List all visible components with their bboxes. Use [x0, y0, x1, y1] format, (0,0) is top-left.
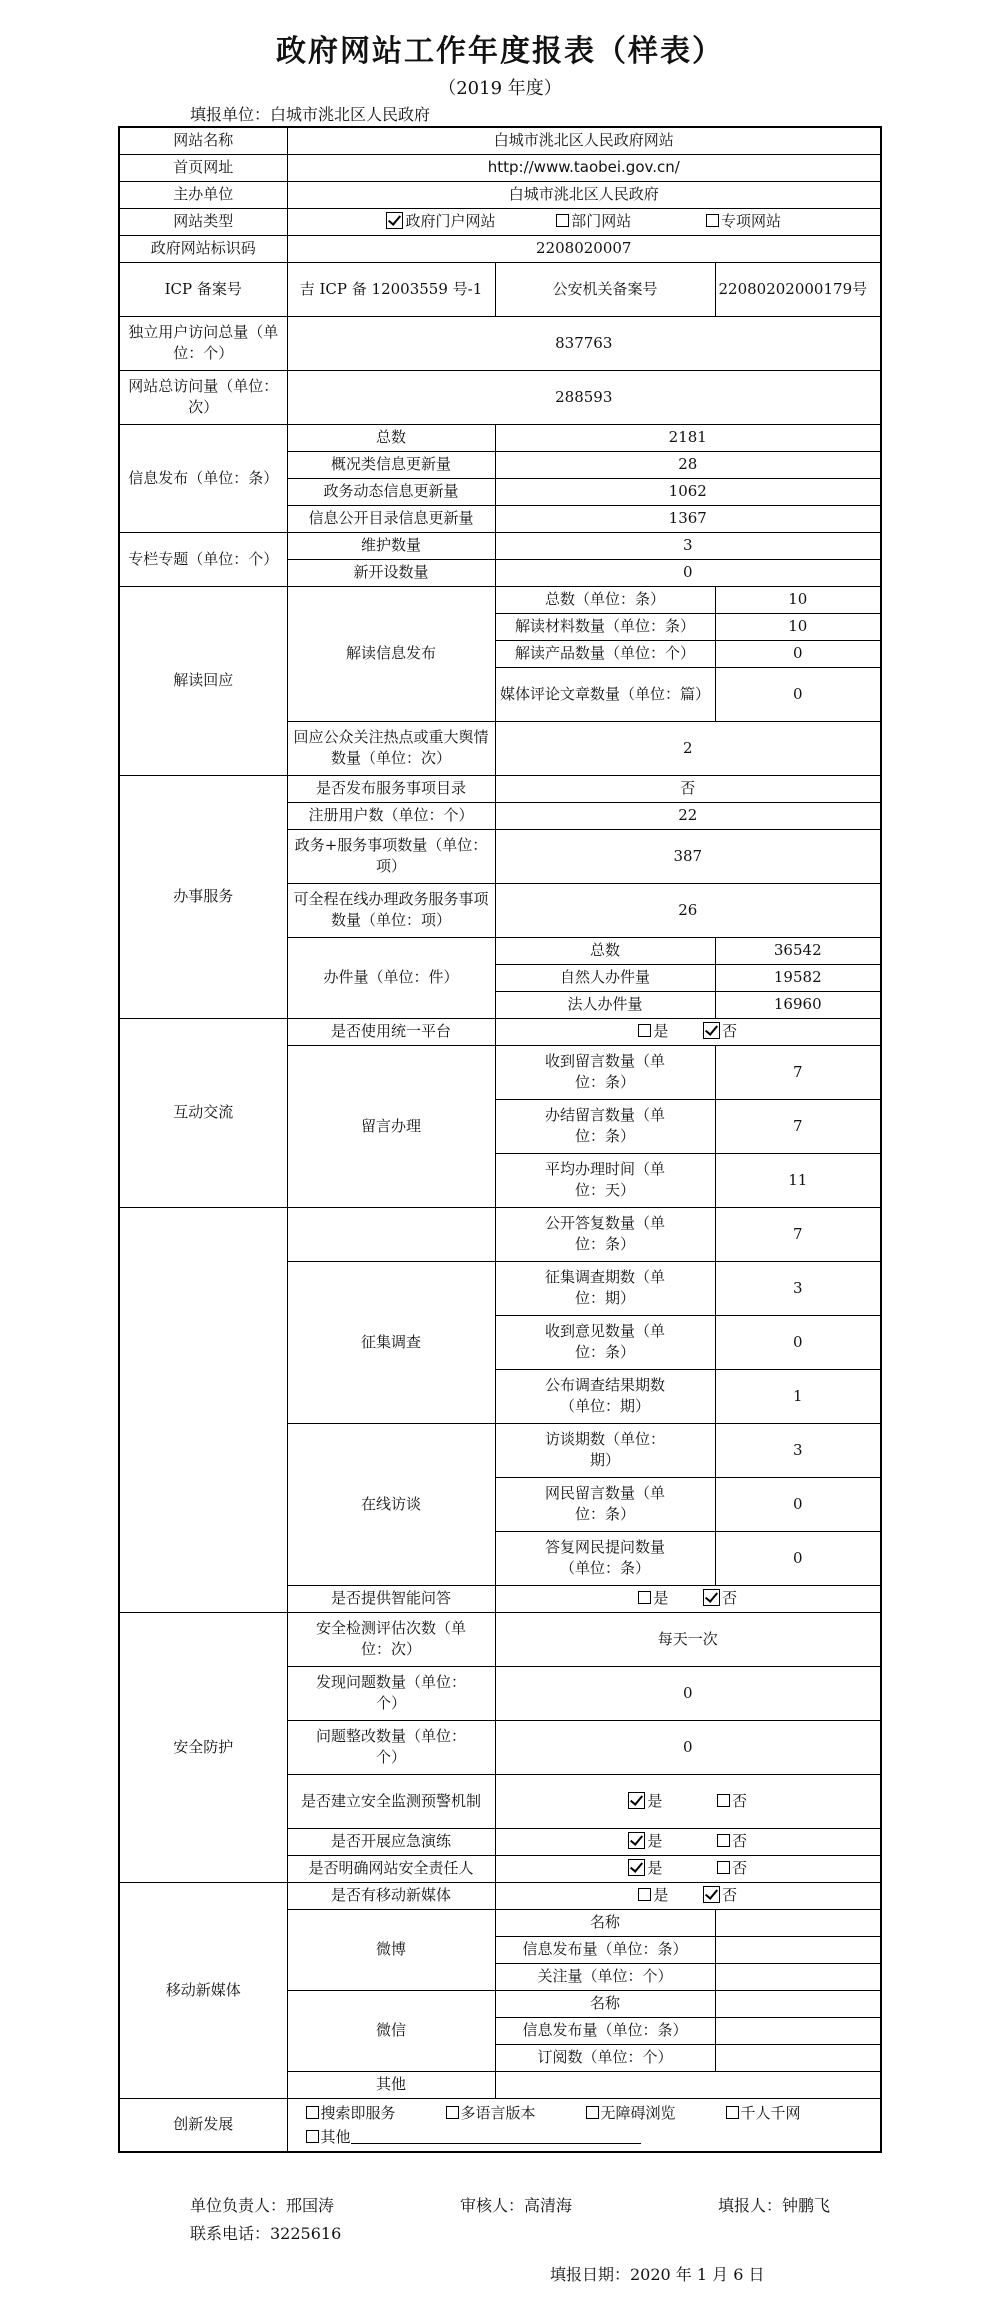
checkbox-icon — [717, 1834, 730, 1847]
media-other-label: 其他 — [287, 2071, 495, 2098]
security-resp-label: 是否明确网站安全责任人 — [287, 1855, 495, 1882]
footer-phone: 联系电话：3225616 — [190, 2224, 342, 2243]
innovation-options — [287, 2098, 881, 2152]
service-section-label: 办事服务 — [119, 775, 287, 1018]
footer-filler: 填报人：钟鹏飞 — [718, 2196, 831, 2215]
home-url-value: http://www.taobei.gov.cn/ — [287, 154, 881, 181]
checked-checkbox-icon — [386, 212, 403, 229]
row-icp — [119, 262, 881, 316]
interact-msg-row-value: 11 — [715, 1153, 881, 1207]
footer-leader: 单位负责人：邢国涛 — [190, 2196, 335, 2215]
interpret-row-label: 解读产品数量（单位：个） — [495, 640, 715, 667]
checkbox-icon — [717, 1794, 730, 1807]
interpret-section-label: 解读回应 — [119, 586, 287, 775]
service-catalog-value: 否 — [495, 775, 881, 802]
checked-checkbox-icon — [703, 1886, 720, 1903]
icp-value: 吉 ICP 备 12003559 号-1 — [287, 262, 495, 316]
sponsor-label: 主办单位 — [119, 181, 287, 208]
uv-value: 837763 — [287, 316, 881, 370]
checked-checkbox-icon — [628, 1859, 645, 1876]
type-option-department[interactable]: 部门网站 — [556, 211, 631, 232]
interact-survey-row-value: 1 — [715, 1369, 881, 1423]
interact-talk-row-value: 3 — [715, 1423, 881, 1477]
security-warn-options — [495, 1774, 881, 1828]
topic-row-value: 3 — [495, 532, 881, 559]
resp-option-yes[interactable]: 是 — [628, 1858, 662, 1879]
interact-talk-label: 在线访谈 — [287, 1423, 495, 1585]
interact-survey-label: 征集调查 — [287, 1261, 495, 1423]
resp-option-no[interactable]: 否 — [717, 1858, 747, 1879]
home-url-label: 首页网址 — [119, 154, 287, 181]
security-eval-row — [119, 1612, 881, 1666]
interact-section-continued — [119, 1207, 287, 1612]
interact-platform-options — [495, 1018, 881, 1045]
row-pv — [119, 370, 881, 424]
row-site-name — [119, 127, 881, 154]
interpret-hot-value: 2 — [495, 721, 881, 775]
info-row-value: 28 — [495, 451, 881, 478]
checkbox-icon — [306, 2130, 319, 2143]
topic-section-label: 专栏专题（单位：个） — [119, 532, 287, 586]
service-volume-row-value: 16960 — [715, 991, 881, 1018]
topic-row-label: 维护数量 — [287, 532, 495, 559]
interact-msg-row — [119, 1207, 881, 1261]
innovation-section-label: 创新发展 — [119, 2098, 287, 2152]
security-found-label: 发现问题数量（单位：个） — [287, 1666, 495, 1720]
checkbox-icon — [586, 2106, 599, 2119]
wechat-name-label: 名称 — [495, 1990, 715, 2017]
service-online-label: 可全程在线办理政务服务事项数量（单位：项） — [287, 883, 495, 937]
media-has-row — [119, 1882, 881, 1909]
security-drill-label: 是否开展应急演练 — [287, 1828, 495, 1855]
report-table — [118, 126, 882, 2153]
interact-msg-row-label: 办结留言数量（单位：条） — [495, 1099, 715, 1153]
info-row-value: 1367 — [495, 505, 881, 532]
media-section-label: 移动新媒体 — [119, 1882, 287, 2098]
interact-survey-row-label: 公布调查结果期数（单位：期） — [495, 1369, 715, 1423]
warn-option-no[interactable]: 否 — [717, 1791, 747, 1812]
pv-value: 288593 — [287, 370, 881, 424]
service-users-label: 注册用户数（单位：个） — [287, 802, 495, 829]
security-eval-label: 安全检测评估次数（单位：次） — [287, 1612, 495, 1666]
row-site-type — [119, 208, 881, 235]
checkbox-icon — [306, 2106, 319, 2119]
page-title: 政府网站工作年度报表（样表） — [276, 34, 724, 69]
interpret-row-value: 10 — [715, 613, 881, 640]
info-row-total — [119, 424, 881, 451]
platform-option-yes[interactable]: 是 — [638, 1021, 668, 1042]
checked-checkbox-icon — [628, 1792, 645, 1809]
weibo-follow-value[interactable] — [715, 1963, 881, 1990]
checkbox-icon — [706, 214, 719, 227]
interact-msg-row-value: 7 — [715, 1099, 881, 1153]
weibo-post-label: 信息发布量（单位：条） — [495, 1936, 715, 1963]
footer-date: 填报日期：2020 年 1 月 6 日 — [550, 2265, 765, 2284]
site-id-value: 2208020007 — [287, 235, 881, 262]
topic-row-label: 新开设数量 — [287, 559, 495, 586]
interact-msg-label: 留言办理 — [287, 1045, 495, 1207]
checkbox-icon — [726, 2106, 739, 2119]
service-volume-row-label: 总数 — [495, 937, 715, 964]
interpret-row-value: 10 — [715, 586, 881, 613]
innovation-option-personal[interactable]: 千人千网 — [726, 2101, 801, 2125]
service-catalog-row — [119, 775, 881, 802]
reporting-unit: 填报单位：白城市洮北区人民政府 — [190, 105, 431, 124]
innovation-row — [119, 2098, 881, 2152]
service-online-value: 26 — [495, 883, 881, 937]
interact-section-label: 互动交流 — [119, 1018, 287, 1207]
media-has-label: 是否有移动新媒体 — [287, 1882, 495, 1909]
info-row-label: 政务动态信息更新量 — [287, 478, 495, 505]
warn-option-yes[interactable]: 是 — [628, 1791, 662, 1812]
weibo-label: 微博 — [287, 1909, 495, 1990]
interact-talk-row-label: 访谈期数（单位：期） — [495, 1423, 715, 1477]
site-type-options — [287, 208, 881, 235]
service-catalog-label: 是否发布服务事项目录 — [287, 775, 495, 802]
row-uv — [119, 316, 881, 370]
smart-option-yes[interactable]: 是 — [638, 1588, 668, 1609]
site-type-label: 网站类型 — [119, 208, 287, 235]
service-items-label: 政务+服务事项数量（单位：项） — [287, 829, 495, 883]
interact-platform-label: 是否使用统一平台 — [287, 1018, 495, 1045]
police-value: 22080202000179号 — [715, 262, 881, 316]
interact-talk-row-label: 网民留言数量（单位：条） — [495, 1477, 715, 1531]
media-has-options — [495, 1882, 881, 1909]
site-name-label: 网站名称 — [119, 127, 287, 154]
security-resp-options — [495, 1855, 881, 1882]
checked-checkbox-icon — [703, 1589, 720, 1606]
interact-talk-row-label: 答复网民提问数量（单位：条） — [495, 1531, 715, 1585]
innovation-option-search[interactable]: 搜索即服务 — [306, 2101, 396, 2125]
topic-row-value: 0 — [495, 559, 881, 586]
interpret-row-label: 总数（单位：条） — [495, 586, 715, 613]
wechat-name-value[interactable] — [715, 1990, 881, 2017]
interact-survey-row-label: 征集调查期数（单位：期） — [495, 1261, 715, 1315]
row-site-id — [119, 235, 881, 262]
checkbox-icon — [556, 214, 569, 227]
info-row-label: 总数 — [287, 424, 495, 451]
interact-smart-label: 是否提供智能问答 — [287, 1585, 495, 1612]
uv-label: 独立用户访问总量（单位：个） — [119, 316, 287, 370]
checked-checkbox-icon — [703, 1022, 720, 1039]
info-section-label: 信息发布（单位：条） — [119, 424, 287, 532]
wechat-sub-label: 订阅数（单位：个） — [495, 2044, 715, 2071]
service-volume-row-value: 19582 — [715, 964, 881, 991]
weibo-post-value[interactable] — [715, 1936, 881, 1963]
service-items-value: 387 — [495, 829, 881, 883]
site-name-value: 白城市洮北区人民政府网站 — [287, 127, 881, 154]
interpret-row-label: 媒体评论文章数量（单位：篇） — [495, 667, 715, 721]
weibo-name-value[interactable] — [715, 1909, 881, 1936]
checkbox-icon — [717, 1861, 730, 1874]
interact-msg-row-label: 收到留言数量（单位：条） — [495, 1045, 715, 1099]
interact-survey-row-value: 3 — [715, 1261, 881, 1315]
interact-msg-row-value: 7 — [715, 1207, 881, 1261]
info-row-label: 信息公开目录信息更新量 — [287, 505, 495, 532]
security-found-value: 0 — [495, 1666, 881, 1720]
row-sponsor — [119, 181, 881, 208]
interact-msg-row-label: 公开答复数量（单位：条） — [495, 1207, 715, 1261]
interpret-hot-label: 回应公众关注热点或重大舆情数量（单位：次） — [287, 721, 495, 775]
media-option-yes[interactable]: 是 — [638, 1885, 668, 1906]
service-volume-row-label: 法人办件量 — [495, 991, 715, 1018]
wechat-label: 微信 — [287, 1990, 495, 2071]
wechat-post-value[interactable] — [715, 2017, 881, 2044]
innovation-option-multilang[interactable]: 多语言版本 — [446, 2101, 536, 2125]
weibo-follow-label: 关注量（单位：个） — [495, 1963, 715, 1990]
report-year: （2019 年度） — [438, 78, 562, 99]
info-row-value: 2181 — [495, 424, 881, 451]
smart-option-no[interactable]: 否 — [703, 1588, 737, 1609]
interact-survey-row-label: 收到意见数量（单位：条） — [495, 1315, 715, 1369]
interpret-row-value: 0 — [715, 640, 881, 667]
checkbox-icon — [638, 1888, 651, 1901]
interact-smart-options — [495, 1585, 881, 1612]
other-underline[interactable] — [351, 2129, 641, 2144]
service-volume-row-value: 36542 — [715, 937, 881, 964]
interact-survey-row-value: 0 — [715, 1315, 881, 1369]
platform-option-no[interactable]: 否 — [703, 1021, 737, 1042]
innovation-option-other[interactable]: 其他 — [306, 2125, 641, 2149]
type-option-portal[interactable]: 政府门户网站 — [386, 211, 495, 232]
security-drill-options — [495, 1828, 881, 1855]
site-id-label: 政府网站标识码 — [119, 235, 287, 262]
wechat-sub-value[interactable] — [715, 2044, 881, 2071]
info-row-value: 1062 — [495, 478, 881, 505]
interpret-row-label: 解读材料数量（单位：条） — [495, 613, 715, 640]
footer-reviewer: 审核人：高清海 — [460, 2196, 573, 2215]
info-row-label: 概况类信息更新量 — [287, 451, 495, 478]
interact-platform-row — [119, 1018, 881, 1045]
security-fix-value: 0 — [495, 1720, 881, 1774]
media-option-no[interactable]: 否 — [703, 1885, 737, 1906]
service-users-value: 22 — [495, 802, 881, 829]
drill-option-no[interactable]: 否 — [717, 1831, 747, 1852]
pv-label: 网站总访问量（单位：次） — [119, 370, 287, 424]
service-volume-label: 办件量（单位：件） — [287, 937, 495, 1018]
topic-row — [119, 532, 881, 559]
police-label: 公安机关备案号 — [495, 262, 715, 316]
drill-option-yes[interactable]: 是 — [628, 1831, 662, 1852]
checkbox-icon — [638, 1024, 651, 1037]
type-option-special[interactable]: 专项网站 — [706, 211, 781, 232]
interact-msg-row-value: 7 — [715, 1045, 881, 1099]
innovation-option-accessible[interactable]: 无障碍浏览 — [586, 2101, 676, 2125]
checkbox-icon — [638, 1591, 651, 1604]
interact-talk-row-value: 0 — [715, 1531, 881, 1585]
interpret-row — [119, 586, 881, 613]
security-fix-label: 问题整改数量（单位：个） — [287, 1720, 495, 1774]
sponsor-value: 白城市洮北区人民政府 — [287, 181, 881, 208]
service-volume-row-label: 自然人办件量 — [495, 964, 715, 991]
icp-label: ICP 备案号 — [119, 262, 287, 316]
interact-talk-row-value: 0 — [715, 1477, 881, 1531]
security-eval-value: 每天一次 — [495, 1612, 881, 1666]
interpret-sub-label: 解读信息发布 — [287, 586, 495, 721]
checkbox-icon — [446, 2106, 459, 2119]
interact-msg-label-continued — [287, 1207, 495, 1261]
interpret-row-value: 0 — [715, 667, 881, 721]
weibo-name-label: 名称 — [495, 1909, 715, 1936]
checked-checkbox-icon — [628, 1832, 645, 1849]
security-section-label: 安全防护 — [119, 1612, 287, 1882]
interact-msg-row-label: 平均办理时间（单位：天） — [495, 1153, 715, 1207]
row-home-url — [119, 154, 881, 181]
security-warn-label: 是否建立安全监测预警机制 — [287, 1774, 495, 1828]
wechat-post-label: 信息发布量（单位：条） — [495, 2017, 715, 2044]
media-other-value[interactable] — [495, 2071, 881, 2098]
